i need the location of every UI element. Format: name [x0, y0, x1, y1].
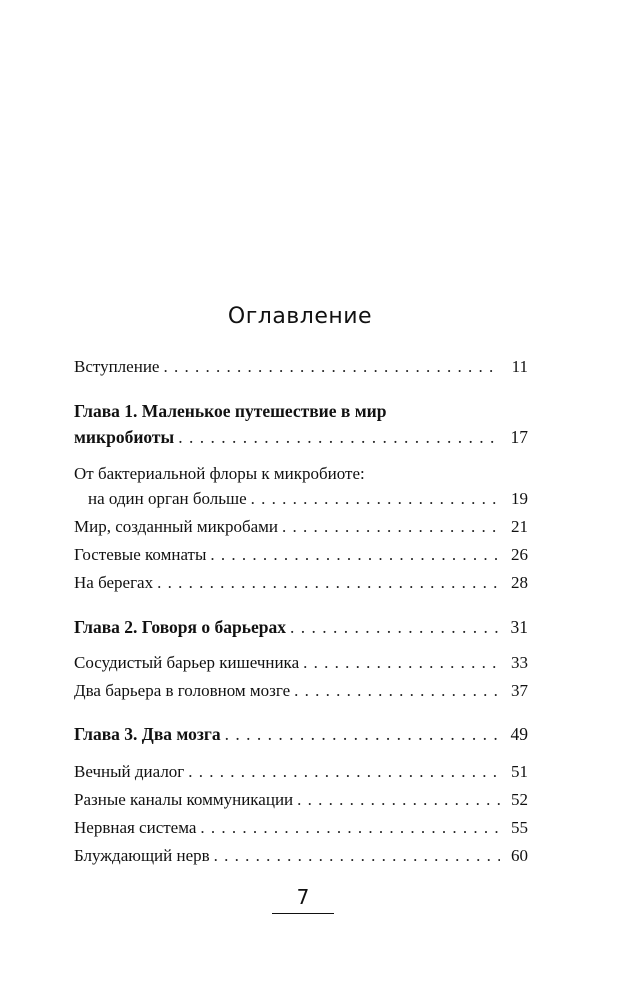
dot-leader — [290, 616, 500, 638]
toc-entry-text: Вступление — [74, 357, 160, 376]
toc-entry-text: Мир, созданный микробами — [74, 517, 278, 536]
toc-entry-text: Вечный диалог — [74, 762, 185, 781]
toc-page-number: 37 — [511, 681, 528, 700]
dot-leader — [297, 789, 500, 811]
toc-page-number: 11 — [511, 357, 528, 376]
dot-leader — [294, 680, 500, 702]
toc-entry-text: Глава 2. Говоря о барьерах — [74, 617, 286, 637]
toc-entry-text: Сосудистый барьер кишечника — [74, 653, 300, 672]
toc-section-1-line1: От бактериальной флоры к микробиоте: — [74, 464, 365, 483]
toc-chapter-1-line1: Глава 1. Маленькое путешествие в мир — [74, 401, 387, 421]
dot-leader — [188, 761, 500, 783]
page-number-rule — [272, 913, 334, 914]
toc-page-number: 55 — [511, 818, 528, 837]
page-number: 7 — [296, 885, 310, 909]
toc-section-9 — [74, 817, 528, 839]
dot-leader — [163, 356, 500, 378]
dot-leader — [210, 544, 500, 566]
toc-entry-text: Два барьера в головном мозге — [74, 681, 291, 700]
toc-page-number: 19 — [511, 489, 528, 508]
toc-page-number: 17 — [510, 427, 528, 447]
toc-section-10 — [74, 845, 528, 867]
toc-section-6 — [74, 680, 528, 702]
toc-entry-text: Блуждающий нерв — [74, 846, 210, 865]
toc-page-number: 52 — [511, 790, 528, 809]
dot-leader — [251, 488, 500, 510]
toc-section-4 — [74, 572, 528, 594]
dot-leader — [200, 817, 500, 839]
toc-section-2 — [74, 516, 528, 538]
toc-entry-text: На берегах — [74, 573, 154, 592]
toc-entry-intro — [74, 356, 528, 378]
toc-page-number: 51 — [511, 762, 528, 781]
dot-leader — [214, 845, 500, 867]
dot-leader — [303, 652, 500, 674]
toc-section-8 — [74, 789, 528, 811]
toc-entry-text: на один орган больше — [88, 489, 247, 508]
toc-entry-text: Нервная система — [74, 818, 197, 837]
toc-entry-text: Гостевые комнаты — [74, 545, 207, 564]
toc-page-number: 26 — [511, 545, 528, 564]
toc-entry-text: микробиоты — [74, 427, 175, 447]
toc-page-number: 31 — [510, 617, 528, 637]
dot-leader — [157, 572, 500, 594]
toc-section-1 — [74, 488, 528, 510]
dot-leader — [178, 426, 500, 448]
toc-page-number: 33 — [511, 653, 528, 672]
dot-leader — [282, 516, 500, 538]
toc-section-3 — [74, 544, 528, 566]
toc-page-number: 21 — [511, 517, 528, 536]
toc-entry-text: Глава 3. Два мозга — [74, 724, 221, 744]
toc-entry-text: Разные каналы коммуникации — [74, 790, 294, 809]
toc-title: Оглавление — [227, 304, 373, 329]
toc-section-5 — [74, 652, 528, 674]
dot-leader — [225, 723, 500, 745]
toc-page-number: 49 — [510, 724, 528, 744]
toc-chapter-3 — [74, 723, 528, 745]
toc-chapter-2 — [74, 616, 528, 638]
toc-chapter-1 — [74, 426, 528, 448]
toc-page-number: 28 — [511, 573, 528, 592]
toc-page-number: 60 — [511, 846, 528, 865]
toc-section-7 — [74, 761, 528, 783]
